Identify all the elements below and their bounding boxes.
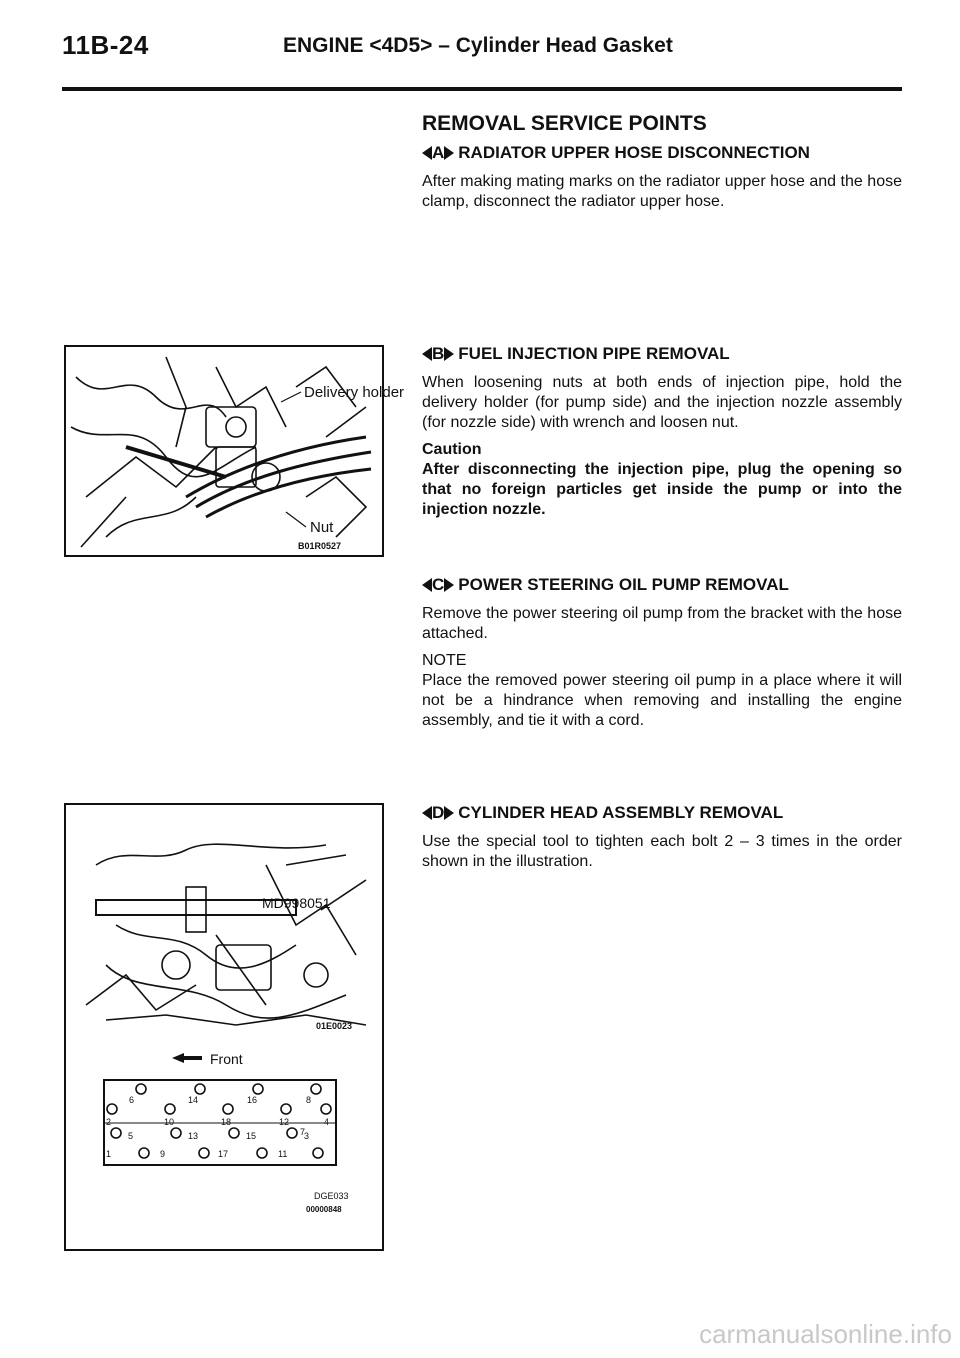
label-delivery-holder: Delivery holder	[304, 384, 405, 401]
page-number: 11B-24	[62, 30, 149, 60]
bolt-number: 5	[128, 1131, 134, 1141]
bolt-hole	[313, 1148, 323, 1158]
figure-code: 00000848	[306, 1205, 342, 1214]
figure-bolt-order	[64, 803, 384, 1251]
item-b-heading: B FUEL INJECTION PIPE REMOVAL	[422, 344, 902, 364]
left-arrow-icon	[422, 146, 432, 160]
bolt-number: 9	[160, 1149, 166, 1159]
bolt-number: 17	[218, 1149, 229, 1159]
item-a-body: After making mating marks on the radiator upper hose and the hose clamp, disconnect the radiator upper hose.	[422, 173, 902, 210]
front-arrow-icon	[172, 1053, 202, 1063]
left-arrow-icon	[422, 806, 432, 820]
bolt-hole	[257, 1148, 267, 1158]
bolt-hole	[136, 1084, 146, 1094]
bolt-number: 11	[278, 1149, 288, 1159]
bolt-hole	[229, 1128, 239, 1138]
item-d-body: Use the special tool to tighten each bolt 2 – 3 times in the order shown in the illustration.	[422, 833, 902, 870]
bolt-hole	[171, 1128, 181, 1138]
bolt-number: 10	[164, 1117, 175, 1127]
bolt-hole	[253, 1084, 263, 1094]
bolt-sequence-numbers	[106, 1095, 329, 1159]
header-rule	[62, 87, 902, 91]
service-point-marker: D	[422, 803, 454, 823]
section-title-block	[422, 112, 902, 136]
bolt-number: 1	[106, 1149, 112, 1159]
note-text: Place the removed power steering oil pump in a place where it will not be a hindrance when removing and installing the engine assembly, and tie it with a cord.	[422, 672, 902, 729]
bolt-hole	[223, 1104, 233, 1114]
bolt-hole	[165, 1104, 175, 1114]
item-d-heading: D CYLINDER HEAD ASSEMBLY REMOVAL	[422, 803, 902, 823]
photo-code: 01E0023	[316, 1021, 353, 1031]
engine-illustration-1	[66, 347, 405, 555]
bolt-hole	[281, 1104, 291, 1114]
section-title: REMOVAL SERVICE POINTS	[422, 112, 707, 135]
watermark-url: carmanualsonline.info	[699, 1319, 952, 1349]
tool-label: MD998051	[262, 895, 331, 911]
bolt-number: 13	[188, 1131, 199, 1141]
bolt-number: 7	[300, 1127, 306, 1137]
figure-code: B01R0527	[298, 541, 342, 551]
bolt-number: 16	[247, 1095, 258, 1105]
right-arrow-icon	[444, 806, 454, 820]
label-nut: Nut	[310, 519, 334, 536]
bolt-hole	[195, 1084, 205, 1094]
right-arrow-icon	[444, 578, 454, 592]
engine-illustration-2	[66, 805, 382, 1249]
bolt-number: 6	[129, 1095, 135, 1105]
bolt-hole	[321, 1104, 331, 1114]
figure-delivery-holder	[64, 345, 405, 557]
item-d	[422, 803, 902, 872]
diagram-code: DGE033	[314, 1191, 349, 1201]
caution-text: After disconnecting the injection pipe, plug the opening so that no foreign particles get inside the pump or into the injection nozzle.	[422, 461, 902, 518]
caution-label: Caution	[422, 441, 482, 458]
left-arrow-icon	[422, 578, 432, 592]
bolt-number: 12	[279, 1117, 290, 1127]
item-c-body: Remove the power steering oil pump from the bracket with the hose attached.	[422, 605, 902, 642]
service-point-marker: A	[422, 143, 454, 163]
bolt-hole	[107, 1104, 117, 1114]
bolt-hole	[139, 1148, 149, 1158]
bolt-hole	[111, 1128, 121, 1138]
bolt-number: 14	[188, 1095, 199, 1105]
item-c	[422, 575, 902, 731]
bolt-number: 4	[324, 1117, 330, 1127]
bolt-number: 15	[246, 1131, 257, 1141]
item-a	[422, 143, 902, 212]
item-b	[422, 344, 902, 520]
item-c-heading: C POWER STEERING OIL PUMP REMOVAL	[422, 575, 902, 595]
bolt-holes	[107, 1084, 331, 1158]
service-point-marker: C	[422, 575, 454, 595]
service-point-marker: B	[422, 344, 454, 364]
left-arrow-icon	[422, 347, 432, 361]
page-title: ENGINE <4D5> – Cylinder Head Gasket	[283, 34, 673, 57]
bolt-number: 2	[106, 1117, 112, 1127]
bolt-number: 18	[221, 1117, 232, 1127]
bolt-hole	[287, 1128, 297, 1138]
right-arrow-icon	[444, 146, 454, 160]
front-label: Front	[210, 1051, 243, 1067]
page-header	[62, 30, 902, 96]
bolt-number: 3	[304, 1131, 310, 1141]
bolt-hole	[199, 1148, 209, 1158]
note-label: NOTE	[422, 652, 467, 669]
item-a-heading: A RADIATOR UPPER HOSE DISCONNECTION	[422, 143, 902, 163]
item-b-body: When loosening nuts at both ends of injection pipe, hold the delivery holder (for pump side) and the injection nozzle assembly (for nozzle side) with wrench and loosen nut.	[422, 374, 902, 431]
bolt-number: 8	[306, 1095, 312, 1105]
bolt-hole	[311, 1084, 321, 1094]
right-arrow-icon	[444, 347, 454, 361]
